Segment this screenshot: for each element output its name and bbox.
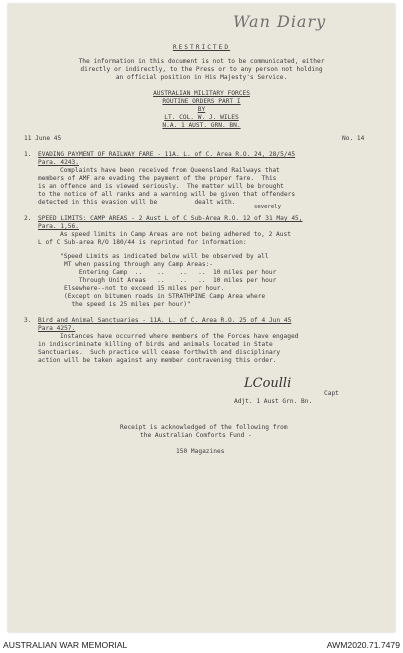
heading-line: AUSTRALIAN MILITARY FORCES <box>153 90 250 97</box>
order-number: No. 14 <box>342 135 365 142</box>
quote-line: the speed is 25 miles per hour)" <box>64 301 191 308</box>
item-title: Para. 4243. <box>38 159 79 166</box>
item-body-line: members of AMF are evading the payment of the proper fare. This <box>38 175 277 182</box>
inserted-word: severely <box>254 204 281 210</box>
archive-reference: AWM2020.71.7479 <box>326 640 400 650</box>
item-title: SPEED LIMITS: CAMP AREAS - 2 Aust L of C Sub-Area R.O. 12 of 31 May 45, <box>38 215 303 222</box>
heading-line: LT. COL. W. J. WILES <box>164 114 239 121</box>
item-number: 2. <box>24 215 32 222</box>
quote-line: Elsewhere--not to exceed 15 miles per hour. <box>64 285 225 292</box>
heading-line: N.A. 1 AUST. GRN. BN. <box>162 122 241 129</box>
receipt-line: Receipt is acknowledged of the following from <box>120 424 288 431</box>
heading-line: BY <box>197 106 206 113</box>
classification-heading: RESTRICTED <box>172 44 231 51</box>
item-body-line: Instances have occurred where members of the Forces have engaged <box>60 333 299 340</box>
item-number: 3. <box>24 317 32 324</box>
item-title: EVADING PAYMENT OF RAILWAY FARE - 11A. L. of C. Area R.O. 24, 28/5/45 <box>38 151 296 158</box>
item-title: Para 4257. <box>38 325 76 332</box>
item-body-line: L of C Sub-area R/O 180/44 is reprinted for information: <box>38 239 247 246</box>
quote-line: Through Unit Areas .. .. .. 10 miles per hour <box>64 277 277 284</box>
quote-line: (Except on bitumen roads in STRATHPINE Camp Area where <box>64 293 266 300</box>
item-body-line: action will be taken against any member contravening this order. <box>38 357 277 364</box>
notice-line: The information in this document is not to be communicated, either <box>78 58 325 65</box>
item-body-line: As speed limits in Camp Areas are not being adhered to, 2 Aust <box>60 231 291 238</box>
document-page <box>8 4 395 632</box>
item-body-line: to the notice of all ranks and a warning will be given that offenders <box>38 191 296 198</box>
quote-line: MT when passing through any Camp Areas:- <box>64 261 214 268</box>
archive-name: AUSTRALIAN WAR MEMORIAL <box>3 640 128 650</box>
quote-line: Entering Camp .. .. .. .. 10 miles per hour <box>64 269 277 276</box>
archive-footer <box>0 637 403 653</box>
item-title: Bird and Animal Sanctuaries - 11A. L. of C. Area R.O. 25 of 4 Jun 45 <box>38 317 292 324</box>
order-date: 11 June 45 <box>24 135 62 142</box>
heading-line: ROUTINE ORDERS PART I <box>162 98 241 105</box>
item-body-line: detected in this evasion will be dealt with. <box>38 199 236 206</box>
signature-rank: Capt <box>324 390 339 397</box>
item-title: Para. 1,56. <box>38 223 79 230</box>
quote-line: "Speed Limits as indicated below will be observed by all <box>60 253 269 260</box>
item-body-line: in indiscriminate killing of birds and animals located in State <box>38 341 273 348</box>
notice-line: directly or indirectly, to the Press or to any person not holding <box>80 66 323 73</box>
receipt-item: 150 Magazines <box>176 448 225 455</box>
item-number: 1. <box>24 151 32 158</box>
item-body-line: Complaints have been received from Queensland Railways that <box>60 167 280 174</box>
notice-line: an official position in His Majesty's Service. <box>115 74 288 81</box>
handwritten-signature: LCoulli <box>244 376 292 391</box>
handwritten-note: Wan Diary <box>233 12 327 31</box>
signature-title: Adjt. 1 Aust Grn. Bn. <box>234 398 313 405</box>
receipt-line: the Australian Comforts Fund - <box>140 432 252 439</box>
item-body-line: Sanctuaries. Such practice will cease forthwith and disciplinary <box>38 349 281 356</box>
item-body-line: is an offence and is viewed seriously. The matter will be brought <box>38 183 284 190</box>
